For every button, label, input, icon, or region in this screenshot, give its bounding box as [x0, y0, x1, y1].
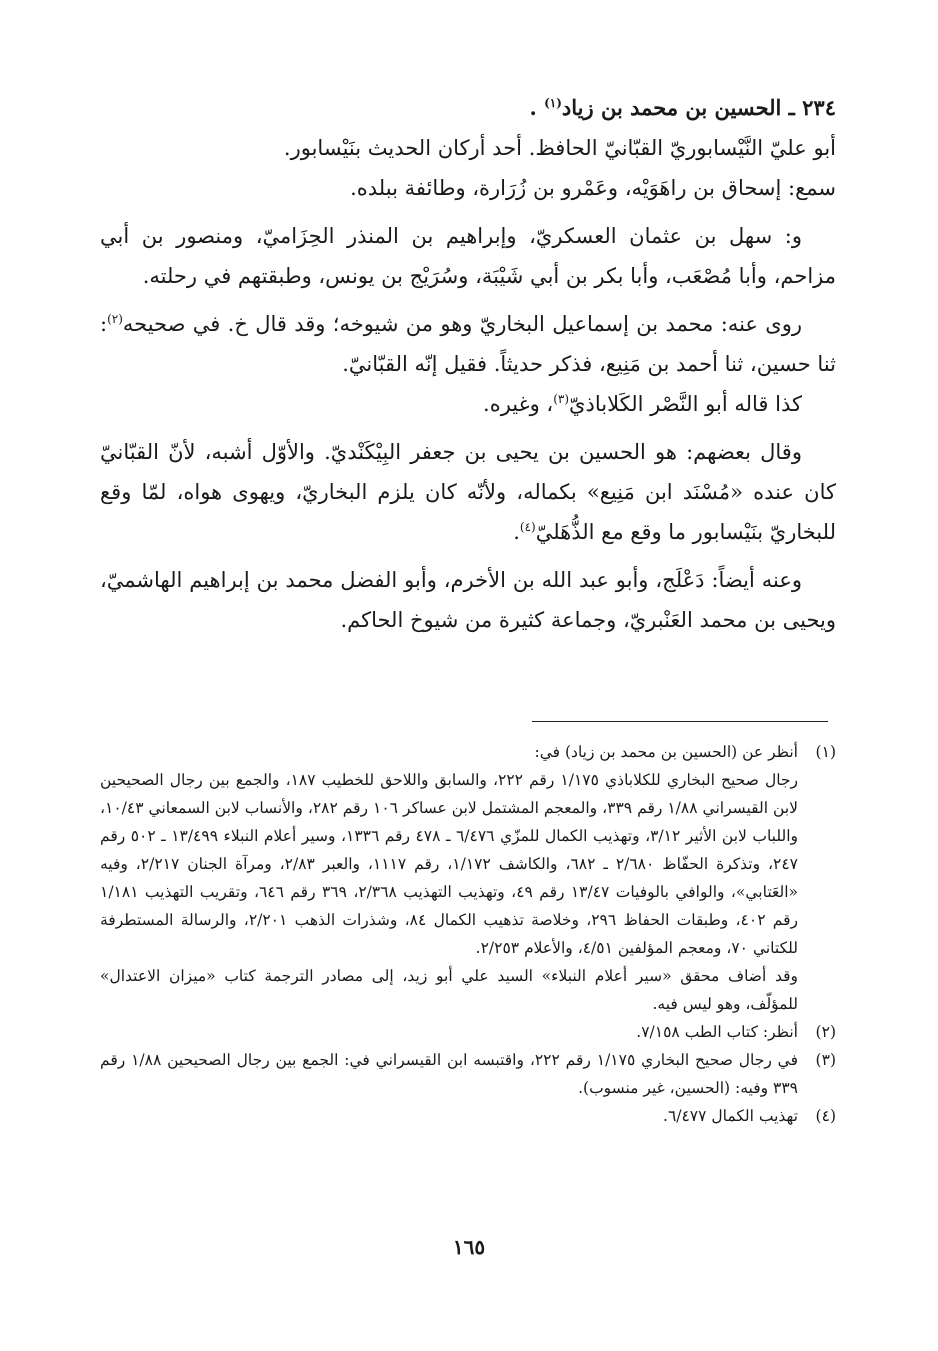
main-text: [100, 88, 836, 640]
footnotes: [100, 738, 836, 1130]
footnote-ref-3: (٣): [553, 392, 570, 406]
footnote-text: في رجال صحيح البخاري ١/١٧٥ رقم ٢٢٢، واقتبسه ابن القيسراني في: الجمع بين رجال الصحيحين ١/٨٨ رقم ٣٣٩ وفيه: (الحسين، غير منسوب).: [100, 1051, 798, 1097]
entry-heading: ٢٣٤ ـ الحسين بن محمد بن زياد$^{(١)}$ .: [529, 95, 836, 120]
footnote-ref-1: (١): [544, 96, 562, 110]
paragraph-opinion: وقال بعضهم: هو الحسين بن يحيى بن جعفر البِيْكَنْديّ. والأوّل أشبه، لأنّ القبّانيّ كان عنده «مُسْنَد ابن مَنِيع» بكماله، ولأنّه كان يلزم البخاريّ، ويهوى هواه، لمّا وقع للبخاريّ بنَيْسابور ما وقع مع الذُّهَليّ$^{(٤)}$.: [100, 440, 836, 544]
footnote-number: (٤): [815, 1107, 836, 1125]
footnote-sources: رجال صحيح البخاري للكلاباذي ١/١٧٥ رقم ٢٢٢، والسابق واللاحق للخطيب ١٨٧، والجمع بين رجال الصحيحين لابن القيسراني ١/٨٨ رقم ٣٣٩، والمعجم المشتمل لابن عساكر ١٠٦ رقم ٢٨٢، والأنساب لابن السمعاني ١٠/٤٣، واللباب لابن الأثير ٣/١٢، وتهذيب الكمال للمزّي ٦/٤٧٦ ـ ٤٧٨ رقم ١٣٣٦، وسير أعلام النبلاء ١٣/٤٩٩ ـ ٥٠٢ رقم ٢٤٧، وتذكرة الحفّاظ ٢/٦٨٠ ـ ٦٨٢، والكاشف ١/١٧٢، رقم ١١١٧، والعبر ٢/٨٣، ومرآة الجنان ٢/٢١٧، وفيه «العَتابي»، والوافي بالوفيات ١٣/٤٧ رقم ٤٩، وتهذيب التهذيب ٢/٣٦٨، ٣٦٩ رقم ٦٤٦، وتقريب التهذيب ١/١٨١ رقم ٤٠٢، وطبقات الحفاظ ٢٩٦، وخلاصة تذهيب الكمال ٨٤، وشذرات الذهب ٢/٢٠١، والرسالة المستطرفة للكتاني ٧٠، ومعجم المؤلفين ٤/٥١، والأعلام ٢/٢٥٣.: [100, 771, 799, 957]
footnote-1: [100, 738, 836, 962]
entry-name: ـ الحسين بن محمد بن زياد: [561, 95, 795, 120]
footnote-ref-4: (٤): [519, 520, 536, 534]
footnote-3: [100, 1046, 836, 1102]
paragraph-kunya: أبو عليّ النَّيْسابوريّ القبّانيّ الحافظ. أحد أركان الحديث بنَيْسابور.: [283, 136, 836, 160]
footnote-text: أنظر: كتاب الطب ٧/١٥٨.: [636, 1023, 798, 1041]
paragraph-narrators: روى عنه: محمد بن إسماعيل البخاريّ وهو من شيوخه؛ وقد قال خ. في صحيحه$^{(٢)}$: ثنا حسين، ثنا أحمد بن مَنِيع، فذكر حديثاً. فقيل إنّه القبّانيّ.: [100, 312, 836, 376]
paragraph-also-from-him: وعنه أيضاً: دَعْلَج، وأبو عبد الله بن الأخرم، وأبو الفضل محمد بن إبراهيم الهاشميّ، ويحيى بن محمد العَنْبريّ، وجماعة كثيرة من شيوخ الحاكم.: [100, 568, 836, 632]
entry-number: ٢٣٤: [802, 95, 836, 120]
footnote-number: (٢): [815, 1023, 836, 1041]
footnote-intro: أنظر عن (الحسين بن محمد بن زياد) في:: [534, 743, 798, 761]
footnote-number: (١): [815, 743, 836, 761]
footnote-2: [100, 1018, 836, 1046]
footnote-4: [100, 1102, 836, 1130]
paragraph-kalabadhi: كذا قاله أبو النَّصْر الكَلاباذيّ$^{(٣)}$، وغيره.: [483, 392, 802, 416]
page-number: ١٦٥: [452, 1235, 486, 1259]
paragraph-heard-from: سمع: إسحاق بن راهَوَيْه، وعَمْرو بن زُرَارة، وطائفة ببلده.: [350, 176, 836, 200]
footnote-1-addition: وقد أضاف محقق «سير أعلام النبلاء» السيد علي أبو زيد، إلى مصادر الترجمة كتاب «ميزان الاعتدال» للمؤلّف، وهو ليس فيه.: [100, 967, 798, 1013]
footnote-ref-2: (٢): [107, 312, 123, 326]
footnote-text: تهذيب الكمال ٦/٤٧٧.: [663, 1107, 798, 1125]
paragraph-teachers: و: سهل بن عثمان العسكريّ، وإبراهيم بن المنذر الحِزَاميّ، ومنصور بن أبي مزاحم، وأبا مُصْعَب، وأبا بكر بن أبي شَيْبَة، وسُرَيْج بن يونس، وطبقتهم في رحلته.: [100, 224, 836, 288]
footnote-separator: [532, 721, 828, 722]
footnote-number: (٣): [815, 1051, 836, 1069]
